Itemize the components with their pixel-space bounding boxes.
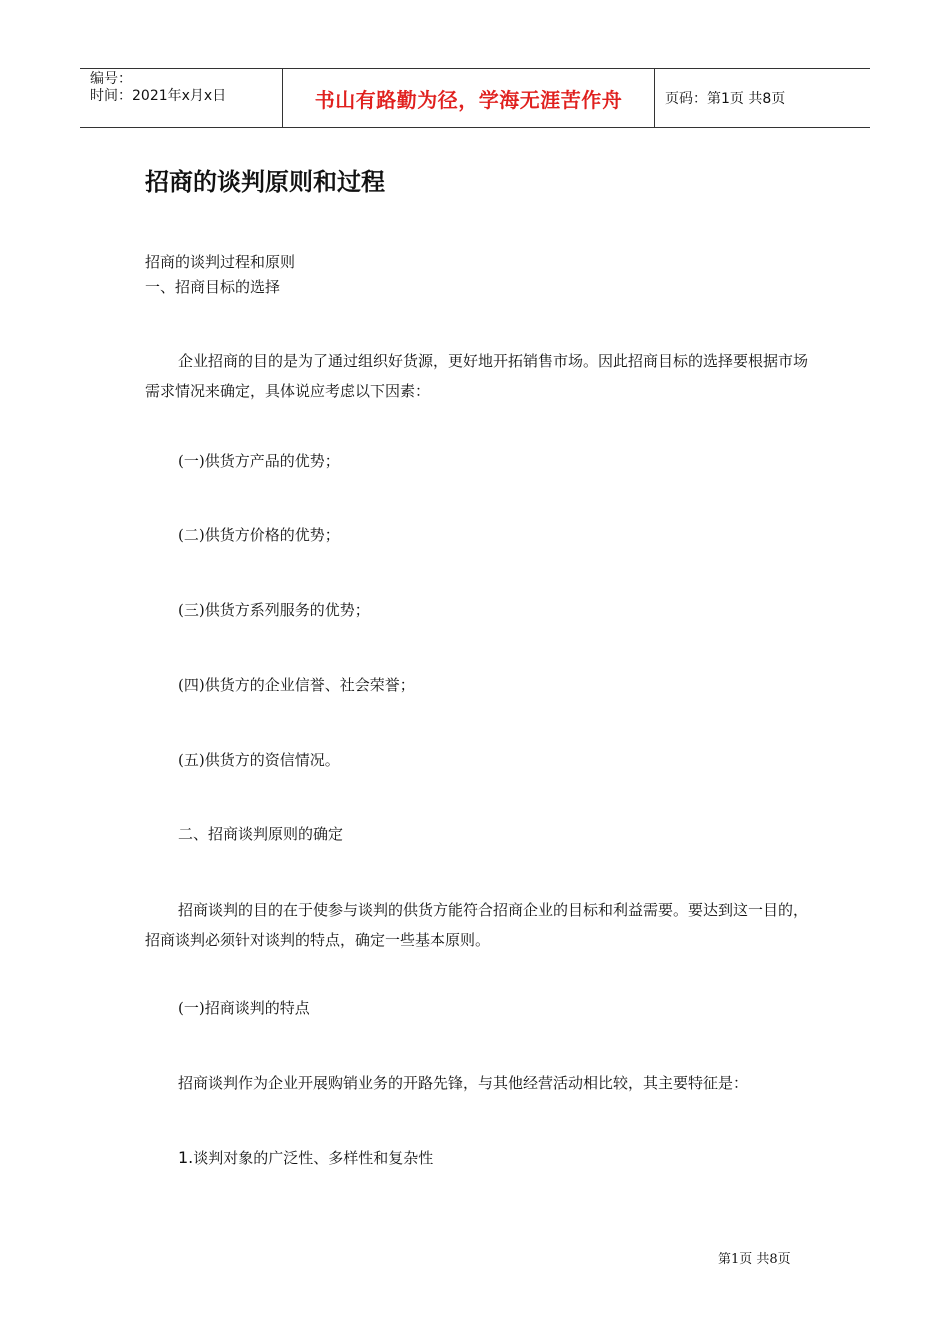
header-motto-cell [282, 69, 655, 127]
factor-item: (二)供货方价格的优势； [178, 526, 340, 544]
sub1-intro: 招商谈判作为企业开展购销业务的开路先锋，与其他经营活动相比较，其主要特征是： [178, 1074, 749, 1092]
point1-number: 1. [178, 1148, 194, 1167]
section1-intro: 企业招商的目的是为了通过组织好货源，更好地开拓销售市场。因此招商目标的选择要根据市场需求情况来确定，具体说应考虑以下因素： [145, 352, 809, 400]
header-time-label: 时间：2021年x月x日 [90, 88, 227, 104]
factor-item: (四)供货方的企业信誉、社会荣誉； [178, 676, 415, 694]
document-header [80, 68, 870, 128]
header-number-label: 编号： [90, 71, 132, 87]
point1 [178, 1148, 433, 1168]
factor-item: (一)供货方产品的优势； [178, 452, 340, 470]
factor-item: (三)供货方系列服务的优势； [178, 601, 370, 619]
header-page-label: 页码：第1页 共8页 [665, 91, 786, 107]
point1-text: 谈判对象的广泛性、多样性和复杂性 [193, 1149, 434, 1167]
header-page-cell [655, 69, 870, 127]
header-motto: 书山有路勤为径，学海无涯苦作舟 [314, 87, 623, 112]
section2-heading: 二、招商谈判原则的确定 [178, 825, 344, 843]
section1-heading: 一、招商目标的选择 [145, 278, 281, 296]
section2-intro: 招商谈判的目的在于使参与谈判的供货方能符合招商企业的目标和利益需要。要达到这一目的，招商谈判必须针对谈判的特点，确定一些基本原则。 [145, 901, 809, 949]
sub1-heading: (一)招商谈判的特点 [178, 999, 310, 1017]
factor-item: (五)供货方的资信情况。 [178, 751, 340, 769]
footer-page-label: 第1页 共8页 [718, 1252, 791, 1267]
document-title: 招商的谈判原则和过程 [145, 168, 385, 196]
header-meta [80, 69, 282, 127]
document-subtitle: 招商的谈判过程和原则 [145, 253, 296, 271]
